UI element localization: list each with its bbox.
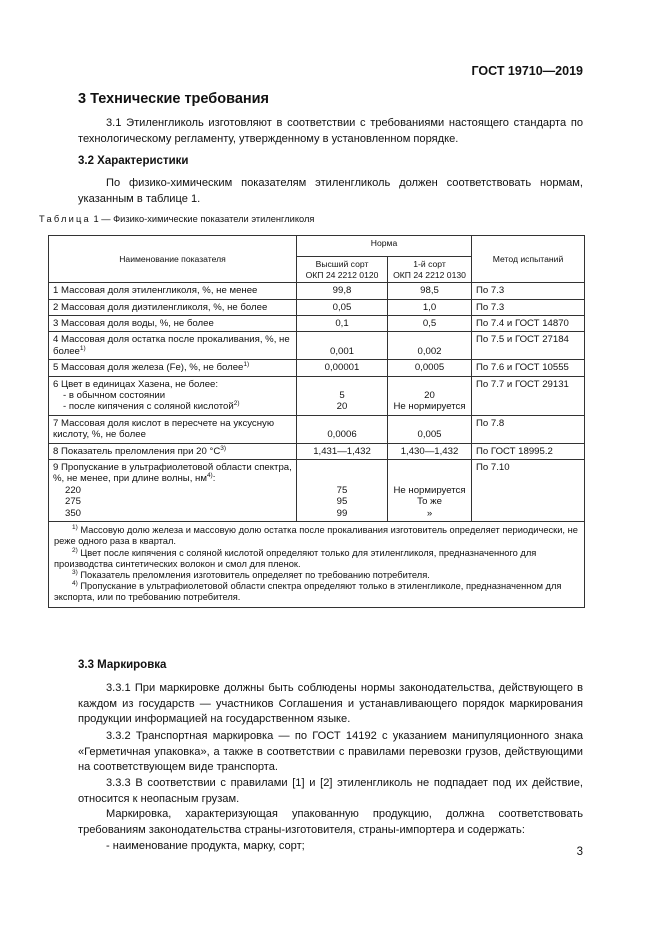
row-value-2: 20 Не нормируется <box>388 376 472 415</box>
caption-word: Таблица <box>39 214 91 224</box>
table-row <box>49 376 585 415</box>
table-footnotes <box>49 522 585 607</box>
paragraph-3-3-3: 3.3.3 В соответствии с правилами [1] и [2] этиленгликоль не подпадает под их действие, относится к неопасным грузам. <box>78 777 583 805</box>
footnotes-cell <box>49 522 585 607</box>
table-row <box>49 360 585 376</box>
row-value-1: 0,00001 <box>297 360 388 376</box>
document-code: ГОСТ 19710—2019 <box>471 64 583 78</box>
header-name: Наименование показателя <box>49 236 297 283</box>
table-row <box>49 299 585 315</box>
subsection-title-3-3: 3.3 Маркировка <box>78 659 167 671</box>
page-number: 3 <box>576 846 583 858</box>
row-name: 2 Массовая доля диэтиленгликоля, %, не более <box>49 299 297 315</box>
header-grade-2: 1-й сорт ОКП 24 2212 0130 <box>388 257 472 283</box>
row-value-2: 0,0005 <box>388 360 472 376</box>
row-value-1: 0,05 <box>297 299 388 315</box>
row-value-1: 99,8 <box>297 283 388 299</box>
row-value-2: Не нормируется То же » <box>388 460 472 522</box>
row-name: 7 Массовая доля кислот в пересчете на уксусную кислоту, %, не более <box>49 415 297 443</box>
row-name: 4 Массовая доля остатка после прокаливания, %, не более$^{1)}$ <box>49 332 297 360</box>
footnote-2: $^{2)}$ Цвет после кипячения с соляной кислотой определяют только для этиленгликоля, предназначенного для производства синтетических волокон и смол для пленок. <box>54 546 537 569</box>
paragraph-marking: Маркировка, характеризующая упакованную продукцию, должна соответствовать требованиям законодательства страны-изготовителя, страны-импортера и содержать: <box>78 808 583 836</box>
row-method: По 7.3 <box>472 299 585 315</box>
paragraph-3-3-1: 3.3.1 При маркировке должны быть соблюдены нормы законодательства, действующего в каждом из государств — участников Соглашения и устанавливающего порядок маркирования продукции информацией на государственном языке. <box>78 682 583 726</box>
row-value-2: 98,5 <box>388 283 472 299</box>
row-method: По 7.5 и ГОСТ 27184 <box>472 332 585 360</box>
header-grade-1: Высший сорт ОКП 24 2212 0120 <box>297 257 388 283</box>
row-method: По 7.7 и ГОСТ 29131 <box>472 376 585 415</box>
list-item: - наименование продукта, марку, сорт; <box>106 840 305 852</box>
footnote-1: $^{1)}$ Массовую долю железа и массовую долю остатка после прокаливания изготовитель определяет периодически, не реже одного раза в квартал. <box>54 524 578 547</box>
table-row <box>49 443 585 459</box>
row-name: 1 Массовая доля этиленгликоля, %, не менее <box>49 283 297 299</box>
table-row <box>49 283 585 299</box>
row-value-2: 0,5 <box>388 316 472 332</box>
row-method: По 7.3 <box>472 283 585 299</box>
row-value-1: 5 20 <box>297 376 388 415</box>
row-value-2: 1,0 <box>388 299 472 315</box>
footnote-3: $^{3)}$ Показатель преломления изготовитель определяет по требованию потребителя. <box>72 568 430 580</box>
caption-text: 1 — Физико-химические показатели этиленгликоля <box>93 214 315 224</box>
paragraph-3-1: 3.1 Этиленгликоль изготовляют в соответствии с требованиями настоящего стандарта по технологическому регламенту, утвержденному в установленном порядке. <box>78 117 583 145</box>
row-value-2: 0,005 <box>388 415 472 443</box>
row-value-1: 75 95 99 <box>297 460 388 522</box>
row-value-1: 0,0006 <box>297 415 388 443</box>
row-name: 8 Показатель преломления при 20 $^\circ С^{3)}$ <box>49 443 297 459</box>
row-value-2: 1,430—1,432 <box>388 443 472 459</box>
row-value-1: 1,431—1,432 <box>297 443 388 459</box>
row-name: 9 Пропускание в ультрафиолетовой области спектра, %, не менее, при длине волны, $нм^{4)}$: 220 275 350 <box>49 460 297 522</box>
table-caption <box>39 214 314 224</box>
footnote-4: $^{4)}$ Пропускание в ультрафиолетовой области спектра определяют только в этиленгликоле, предназначенном для экспорта, или по требованию потребителя. <box>54 580 562 603</box>
row-value-1: 0,1 <box>297 316 388 332</box>
row-name: 3 Массовая доля воды, %, не более <box>49 316 297 332</box>
table-row <box>49 316 585 332</box>
row-method: По 7.4 и ГОСТ 14870 <box>472 316 585 332</box>
row-value-2: 0,002 <box>388 332 472 360</box>
table-row <box>49 415 585 443</box>
table-row <box>49 332 585 360</box>
header-norm: Норма <box>297 236 472 257</box>
subsection-title-3-2: 3.2 Характеристики <box>78 155 189 167</box>
table-header-row <box>49 236 585 257</box>
row-name: 5 Массовая доля железа (Fe), %, не более$^{1)}$ <box>49 360 297 376</box>
paragraph-3-2: По физико-химическим показателям этиленгликоль должен соответствовать нормам, указанным в таблице 1. <box>78 177 583 205</box>
table-row <box>49 460 585 522</box>
header-method: Метод испытаний <box>472 236 585 283</box>
row-method: По 7.10 <box>472 460 585 522</box>
row-value-1: 0,001 <box>297 332 388 360</box>
row-method: По ГОСТ 18995.2 <box>472 443 585 459</box>
section-title: 3 Технические требования <box>78 91 270 107</box>
paragraph-3-3-2: 3.3.2 Транспортная маркировка — по ГОСТ 14192 с указанием манипуляционного знака «Герметичная упаковка», а также в соответствии с правилами перевозки грузов, действующими на соответствующем виде транспорта. <box>78 730 583 774</box>
row-method: По 7.8 <box>472 415 585 443</box>
characteristics-table <box>48 235 585 608</box>
row-method: По 7.6 и ГОСТ 10555 <box>472 360 585 376</box>
row-name: 6 Цвет в единицах Хазена, не более: - в обычном состоянии - после кипячения с соляной кислотой$^{2)}$ <box>49 376 297 415</box>
